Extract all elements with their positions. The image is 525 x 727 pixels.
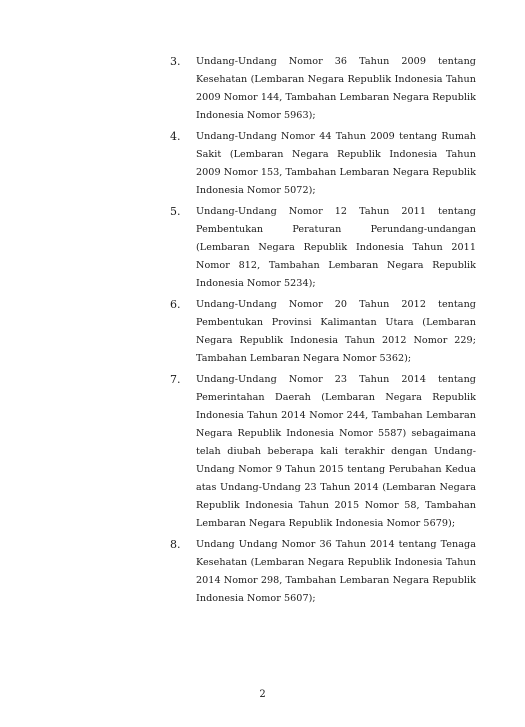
list-item-number: 3. [170, 55, 181, 68]
list-item [170, 53, 476, 125]
list-item-text: Undang-Undang Nomor 44 Tahun 2009 tentang Rumah Sakit (Lembaran Negara Republik Indonesia Tahun 2009 Nomor 153, Tambahan Lembaran Negara Republik Indonesia Nomor 5072); [196, 131, 476, 196]
page-number: 2 [259, 689, 266, 700]
list-item-number: 6. [170, 298, 181, 311]
legal-reference-list [170, 53, 476, 611]
list-item [170, 203, 476, 293]
list-item-number: 8. [170, 538, 181, 551]
list-item-text: Undang-Undang Nomor 36 Tahun 2009 tentang Kesehatan (Lembaran Negara Republik Indonesia Tahun 2009 Nomor 144, Tambahan Lembaran Negara Republik Indonesia Nomor 5963); [196, 56, 476, 121]
list-item [170, 128, 476, 200]
list-item [170, 296, 476, 368]
list-item-text: Undang Undang Nomor 36 Tahun 2014 tentang Tenaga Kesehatan (Lembaran Negara Republik Indonesia Tahun 2014 Nomor 298, Tambahan Lembaran Negara Republik Indonesia Nomor 5607); [196, 539, 476, 604]
list-item-number: 5. [170, 205, 181, 218]
list-item [170, 371, 476, 533]
list-item [170, 536, 476, 608]
list-item-text: Undang-Undang Nomor 12 Tahun 2011 tentang Pembentukan Peraturan Perundang-undangan (Lembaran Negara Republik Indonesia Tahun 2011 Nomor 812, Tambahan Lembaran Negara Republik Indonesia Nomor 5234); [196, 206, 476, 289]
list-item-text: Undang-Undang Nomor 23 Tahun 2014 tentang Pemerintahan Daerah (Lembaran Negara Republik Indonesia Tahun 2014 Nomor 244, Tambahan Lembaran Negara Republik Indonesia Nomor 5587) sebagaimana telah diubah beberapa kali terakhir dengan Undang-Undang Nomor 9 Tahun 2015 tentang Perubahan Kedua atas Undang-Undang 23 Tahun 2014 (Lembaran Negara Republik Indonesia Tahun 2015 Nomor 58, Tambahan Lembaran Negara Republik Indonesia Nomor 5679); [196, 374, 476, 529]
list-item-number: 7. [170, 373, 181, 386]
list-item-number: 4. [170, 130, 181, 143]
list-item-text: Undang-Undang Nomor 20 Tahun 2012 tentang Pembentukan Provinsi Kalimantan Utara (Lembaran Negara Republik Indonesia Tahun 2012 Nomor 229; Tambahan Lembaran Negara Nomor 5362); [196, 299, 476, 364]
